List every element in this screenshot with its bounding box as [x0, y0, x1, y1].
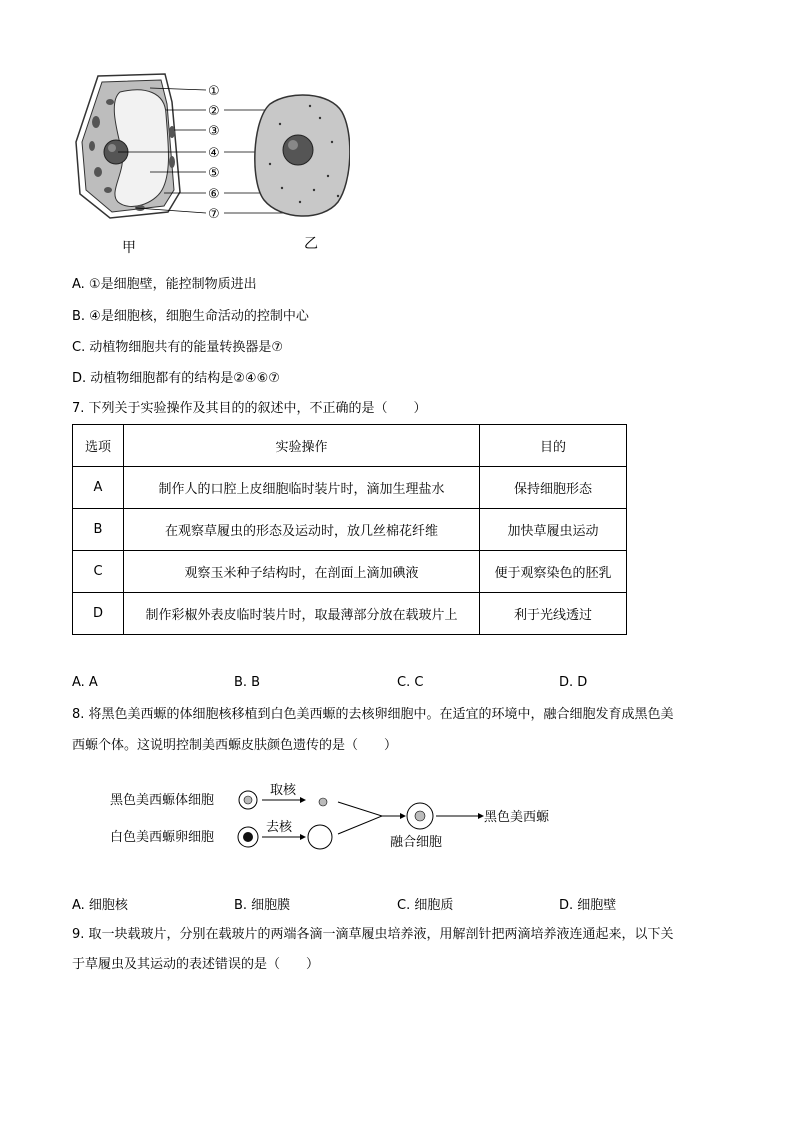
q7-table	[72, 424, 627, 635]
table-cell: 便于观察染色的胚乳	[480, 551, 627, 593]
remove-nucleus-label: 去核	[266, 820, 293, 835]
table-row	[73, 593, 627, 635]
label-yi: 乙	[304, 236, 318, 252]
table-cell: A	[73, 467, 124, 509]
q6-option-d: D. 动植物细胞都有的结构是②④⑥⑦	[72, 371, 280, 386]
table-cell: 观察玉米种子结构时，在剖面上滴加碘液	[124, 551, 480, 593]
q7-option-b: B. B	[234, 675, 261, 690]
table-row	[73, 551, 627, 593]
table-row	[73, 509, 627, 551]
white-egg-label: 白色美西螈卵细胞	[110, 830, 215, 845]
q7-stem: 7. 下列关于实验操作及其目的的叙述中，不正确的是（ ）	[72, 401, 427, 416]
q7-option-a: A. A	[72, 675, 98, 690]
table-cell: D	[73, 593, 124, 635]
table-cell: 在观察草履虫的形态及运动时，放几丝棉花纤维	[124, 509, 480, 551]
q9-stem-line1: 9. 取一块载玻片，分别在载玻片的两端各滴一滴草履虫培养液，用解剖针把两滴培养液连通起来，以下关	[72, 927, 674, 942]
q8-option-b: B. 细胞膜	[234, 898, 291, 913]
marker-3: ③	[208, 124, 220, 139]
col-header-purpose: 目的	[480, 425, 627, 467]
marker-6: ⑥	[208, 187, 220, 202]
table-cell: C	[73, 551, 124, 593]
marker-5: ⑤	[208, 166, 220, 181]
table-cell: 制作人的口腔上皮细胞临时装片时，滴加生理盐水	[124, 467, 480, 509]
q7-option-d: D. D	[559, 675, 588, 690]
q8-option-d: D. 细胞壁	[559, 898, 617, 913]
table-row	[73, 467, 627, 509]
table-cell: 制作彩椒外表皮临时装片时，取最薄部分放在载玻片上	[124, 593, 480, 635]
take-nucleus-label: 取核	[270, 783, 297, 798]
label-jia: 甲	[122, 240, 136, 256]
fused-cell-label: 融合细胞	[390, 835, 443, 850]
q8-stem-line2: 西螈个体。这说明控制美西螈皮肤颜色遗传的是（ ）	[72, 738, 398, 753]
animal-nucleus	[283, 135, 313, 165]
table-header-row	[73, 425, 627, 467]
q9-stem-line2: 于草履虫及其运动的表述错误的是（ ）	[72, 957, 320, 972]
col-header-option: 选项	[73, 425, 124, 467]
q6-option-b: B. ④是细胞核，细胞生命活动的控制中心	[72, 309, 309, 324]
table-cell: 加快草履虫运动	[480, 509, 627, 551]
table-cell: B	[73, 509, 124, 551]
q8-option-c: C. 细胞质	[397, 898, 454, 913]
q8-option-a: A. 细胞核	[72, 898, 128, 913]
q6-option-a: A. ①是细胞壁，能控制物质进出	[72, 277, 257, 292]
col-header-operation: 实验操作	[124, 425, 480, 467]
result-label: 黑色美西螈	[484, 810, 550, 825]
q7-option-c: C. C	[397, 675, 424, 690]
q6-option-c: C. 动植物细胞共有的能量转换器是⑦	[72, 340, 283, 355]
table-cell: 保持细胞形态	[480, 467, 627, 509]
marker-2: ②	[208, 104, 220, 119]
nuclear-transfer-diagram	[100, 778, 580, 858]
cell-diagram	[70, 72, 350, 257]
marker-7: ⑦	[208, 207, 220, 222]
table-cell: 利于光线透过	[480, 593, 627, 635]
marker-1: ①	[208, 84, 220, 99]
black-cell-label: 黑色美西螈体细胞	[110, 793, 215, 808]
q8-stem-line1: 8. 将黑色美西螈的体细胞核移植到白色美西螈的去核卵细胞中。在适宜的环境中，融合细胞发育成黑色美	[72, 707, 674, 722]
marker-4: ④	[208, 146, 220, 161]
